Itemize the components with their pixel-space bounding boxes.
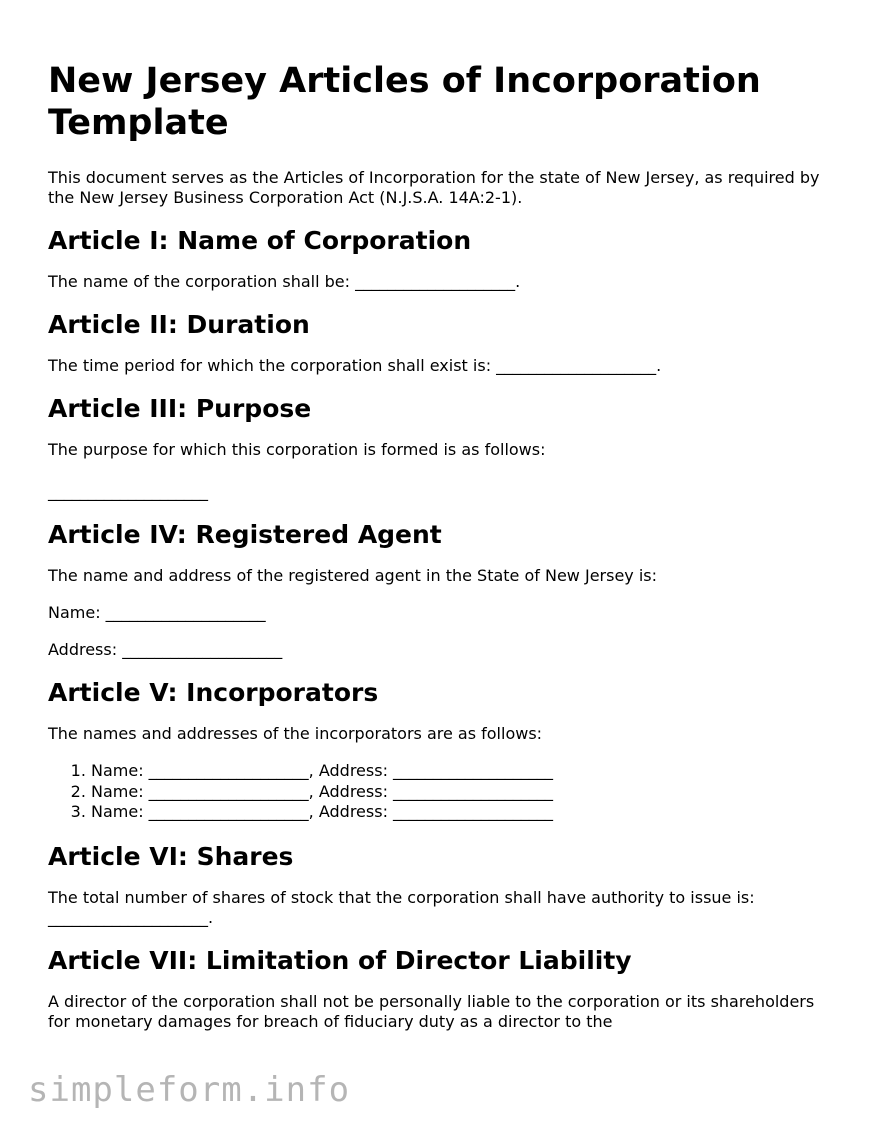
article-text: The name of the corporation shall be: ____________________. <box>48 272 521 291</box>
list-item: 1. Name: ____________________, Address: ____________________ <box>91 761 828 782</box>
article-text: The name and address of the registered agent in the State of New Jersey is: <box>48 566 658 585</box>
agent-name-line: Name: ____________________ <box>48 603 266 622</box>
article-4 <box>48 519 828 660</box>
article-7 <box>48 945 828 1032</box>
purpose-blank: ____________________ <box>48 482 208 501</box>
list-item: 2. Name: ____________________, Address: ____________________ <box>91 782 828 803</box>
article-text: A director of the corporation shall not be personally liable to the corporation or its shareholders for monetary damages for breach of fiduciary duty as a director to the <box>48 991 815 1031</box>
article-1 <box>48 225 828 292</box>
document-title: New Jersey Articles of Incorporation Template <box>48 61 761 143</box>
article-heading: Article I: Name of Corporation <box>48 226 472 255</box>
article-heading: Article VII: Limitation of Director Liability <box>48 945 632 975</box>
article-heading: Article V: Incorporators <box>48 678 379 707</box>
incorporators-list <box>48 761 828 823</box>
article-3 <box>48 393 828 502</box>
agent-address-line: Address: ____________________ <box>48 640 283 659</box>
watermark: simpleform.info <box>28 1070 351 1110</box>
document-intro: This document serves as the Articles of Incorporation for the state of New Jersey, as required by the New Jersey Business Corporation Act (N.J.S.A. 14A:2-1). <box>48 168 820 207</box>
article-heading: Article III: Purpose <box>48 394 312 423</box>
list-item: 3. Name: ____________________, Address: ____________________ <box>91 802 828 823</box>
article-5 <box>48 677 828 823</box>
article-text: The purpose for which this corporation is formed is as follows: <box>48 440 546 459</box>
document-page <box>48 60 828 1049</box>
article-heading: Article IV: Registered Agent <box>48 520 442 549</box>
article-heading: Article VI: Shares <box>48 841 294 871</box>
article-text: The time period for which the corporation shall exist is: ____________________. <box>48 356 662 375</box>
article-text: The total number of shares of stock that the corporation shall have authority to issue is: ____________________. <box>48 887 755 927</box>
article-heading: Article II: Duration <box>48 310 310 339</box>
article-text: The names and addresses of the incorporators are as follows: <box>48 724 543 743</box>
article-6 <box>48 841 828 928</box>
article-2 <box>48 309 828 376</box>
